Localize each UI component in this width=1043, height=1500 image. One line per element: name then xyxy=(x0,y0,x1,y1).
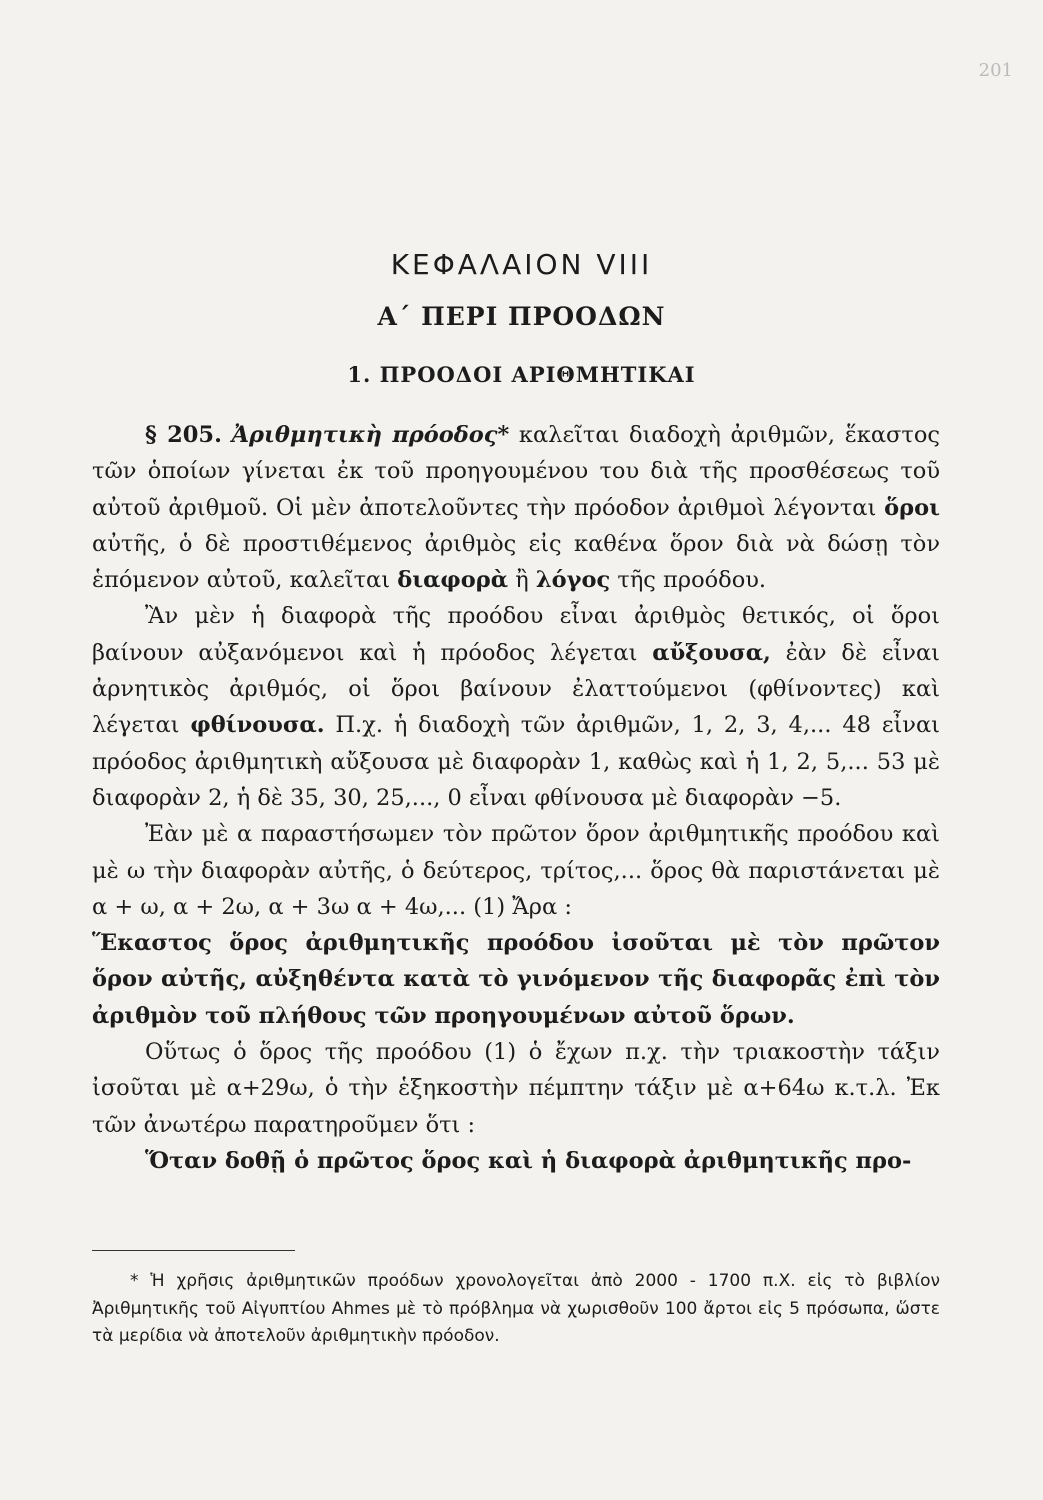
footnote-text: * Ἡ χρῆσις ἀριθμητικῶν προόδων χρονολογεῖται ἀπὸ 2000 - 1700 π.Χ. εἰς τὸ βιβλίον Ἀριθμητικῆς τοῦ Αἰγυπτίου Ahmes μὲ τὸ πρόβλημα νὰ χωρισθοῦν 100 ἄρτοι εἰς 5 πρόσωπα, ὥστε τὰ μερίδια νὰ ἀποτελοῦν ἀριθμητικὴν πρόοδον. xyxy=(92,1271,940,1346)
term-ratio: λόγος xyxy=(535,567,611,594)
section-mark: § 205. xyxy=(145,422,222,448)
paragraph-definition xyxy=(92,417,940,598)
paragraph-rule xyxy=(92,925,940,1034)
text-run: τῆς προόδου. xyxy=(610,567,767,594)
paragraph-notation: Ἐὰν μὲ α παραστήσωμεν τὸν πρῶτον ὅρον ἀριθμητικῆς προόδου καὶ μὲ ω τὴν διαφορὰν αὐτῆς, ὁ δεύτερος, τρίτος,... ὅρος θὰ παριστάνεται μὲ α + ω, α + 2ω, α + 3ω α + 4ω,... (1) Ἄρα : xyxy=(92,821,940,920)
footnote-divider xyxy=(92,1250,295,1251)
term-terms: ὅροι xyxy=(884,494,940,521)
footnote xyxy=(92,1268,940,1351)
term-decreasing: φθίνουσα. xyxy=(190,712,325,739)
body-text xyxy=(92,417,940,1179)
text-run: ἢ xyxy=(508,567,536,594)
text-run: Π.χ. ἡ διαδοχὴ τῶν ἀριθμῶν, 1, 2, 3, 4,... 48 εἶναι πρόοδος ἀριθμητικὴ αὔξουσα μὲ διαφορὰν 1, καθὼς καὶ ἡ 1, 2, 5,... 53 μὲ διαφορὰν 2, ἡ δὲ 35, 30, 25,..., 0 εἶναι φθίνουσα μὲ διαφορὰν −5. xyxy=(92,712,940,811)
paragraph-example: Οὕτως ὁ ὅρος τῆς προόδου (1) ὁ ἔχων π.χ. τὴν τριακοστὴν τάξιν ἰσοῦται μὲ α+29ω, ὁ τὴν ἑξηκοστὴν πέμπτην τάξιν μὲ α+64ω κ.τ.λ. Ἐκ τῶν ἀνωτέρω παρατηροῦμεν ὅτι : xyxy=(92,1039,940,1138)
text-run: ἐὰν δὲ εἶναι ἀρνητικὸς ἀριθμός, οἱ ὅροι βαίνουν ἐλαττούμενοι (φθίνοντες) καὶ λέγεται xyxy=(92,639,940,739)
term-arithmetic-progression: Ἀριθμητικὴ πρόοδος* xyxy=(231,422,510,448)
text-run: καλεῖται διαδοχὴ ἀριθμῶν, ἕκαστος τῶν ὁποίων γίνεται ἐκ τοῦ προηγουμένου του διὰ τῆς προσθέσεως τοῦ αὐτοῦ ἀριθμοῦ. Οἱ μὲν ἀποτελοῦντες τὴν πρόοδον ἀριθμοὶ λέγονται xyxy=(92,422,941,521)
subsection-title: 1. ΠΡΟΟΔΟΙ ΑΡΙΘΜΗΤΙΚΑΙ xyxy=(347,362,696,387)
text-run: αὐτῆς, ὁ δὲ προστιθέμενος ἀριθμὸς εἰς καθένα ὅρον διὰ νὰ δώσῃ τὸν ἑπόμενον αὐτοῦ, καλεῖται xyxy=(92,530,940,594)
paragraph-increasing-decreasing xyxy=(92,598,940,816)
rule-statement: Ἕκαστος ὅρος ἀριθμητικῆς προόδου ἰσοῦται μὲ τὸν πρῶτον ὅρον αὐτῆς, αὐξηθέντα κατὰ τὸ γινόμενον τῆς διαφορᾶς ἐπὶ τὸν ἀριθμὸν τοῦ πλήθους τῶν προηγουμένων αὐτοῦ ὅρων. xyxy=(92,930,940,1029)
rule-statement-2: Ὅταν δοθῇ ὁ πρῶτος ὅρος καὶ ἡ διαφορὰ ἀριθμητικῆς προ- xyxy=(145,1147,912,1174)
text-run: Ἂν μὲν ἡ διαφορὰ τῆς προόδου εἶναι ἀριθμὸς θετικός, οἱ ὅροι βαίνουν αὐξανόμενοι καὶ ἡ πρόοδος λέγεται xyxy=(92,603,940,666)
chapter-heading: ΚΕΦΑΛΑΙΟΝ VIII xyxy=(390,248,653,281)
section-title: Α΄ ΠΕΡΙ ΠΡΟΟΔΩΝ xyxy=(377,302,666,331)
page-number: 201 xyxy=(978,60,1013,81)
term-difference: διαφορὰ xyxy=(397,567,509,594)
paragraph-rule-continued xyxy=(92,1143,940,1179)
term-increasing: αὔξουσα, xyxy=(652,639,771,666)
